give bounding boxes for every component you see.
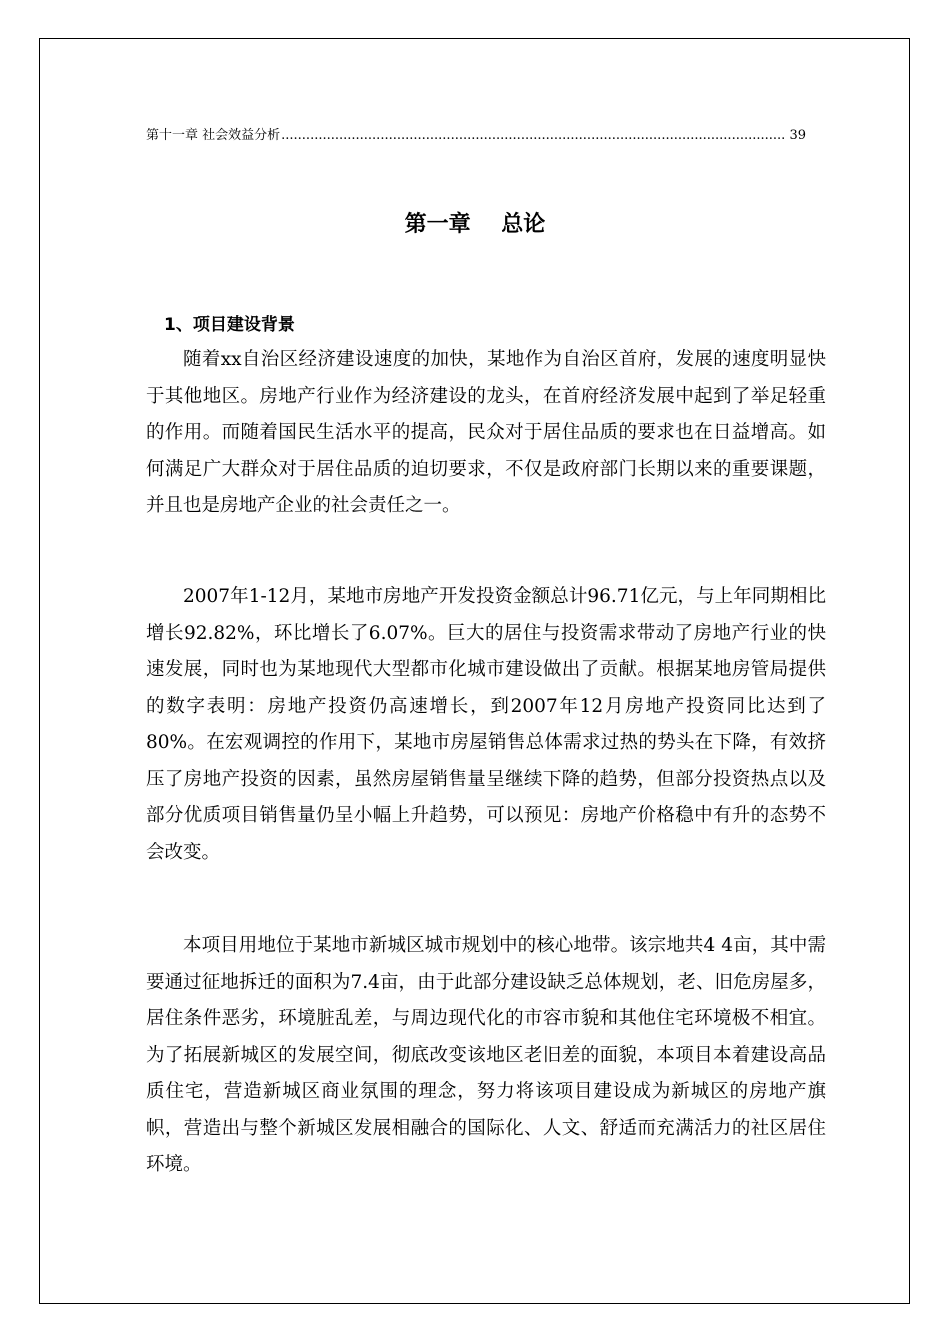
body-paragraph: 随着xx自治区经济建设速度的加快，某地作为自治区首府，发展的速度明显快于其他地区。房地产行业作为经济建设的龙头，在首府经济发展中起到了举足轻重的作用。而随着国民生活水平的提高，民众对于居住品质的要求也在日益增高。如何满足广大群众对于居住品质的迫切要求，不仅是政府部门长期以来的重要课题，并且也是房地产企业的社会责任之一。 — [146, 349, 826, 516]
chapter-title: 第一章 总论 — [404, 212, 546, 237]
toc-entry[interactable] — [146, 127, 806, 145]
body-paragraph: 2007年1-12月，某地市房地产开发投资金额总计96.71亿元，与上年同期相比增长92.82%，环比增长了6.07%。巨大的居住与投资需求带动了房地产行业的快速发展，同时也为某地现代大型都市化城市建设做出了贡献。根据某地房管局提供的数字表明：房地产投资仍高速增长，到2007年12月房地产投资同比达到了80%。在宏观调控的作用下，某地市房屋销售总体需求过热的势头在下降，有效挤压了房地产投资的因素，虽然房屋销售量呈继续下降的趋势，但部分投资热点以及部分优质项目销售量仍呈小幅上升趋势，可以预见：房地产价格稳中有升的态势不会改变。 — [146, 586, 826, 863]
body-paragraph: 本项目用地位于某地市新城区城市规划中的核心地带。该宗地共4 4亩，其中需要通过征地拆迁的面积为7.4亩，由于此部分建设缺乏总体规划，老、旧危房屋多，居住条件恶劣，环境脏乱差，与周边现代化的市容市貌和其他住宅环境极不相宜。为了拓展新城区的发展空间，彻底改变该地区老旧差的面貌，本项目本着建设高品质住宅，营造新城区商业氛围的理念，努力将该项目建设成为新城区的房地产旗帜，营造出与整个新城区发展相融合的国际化、人文、舒适而充满活力的社区居住环境。 — [146, 935, 826, 1175]
toc-page-number: 39 — [789, 128, 806, 143]
toc-dot-leader: .......................................................................................................................... — [281, 128, 786, 143]
section-heading: 1、项目建设背景 — [164, 315, 295, 335]
toc-entry-title: 第十一章 社会效益分析 — [146, 128, 281, 143]
